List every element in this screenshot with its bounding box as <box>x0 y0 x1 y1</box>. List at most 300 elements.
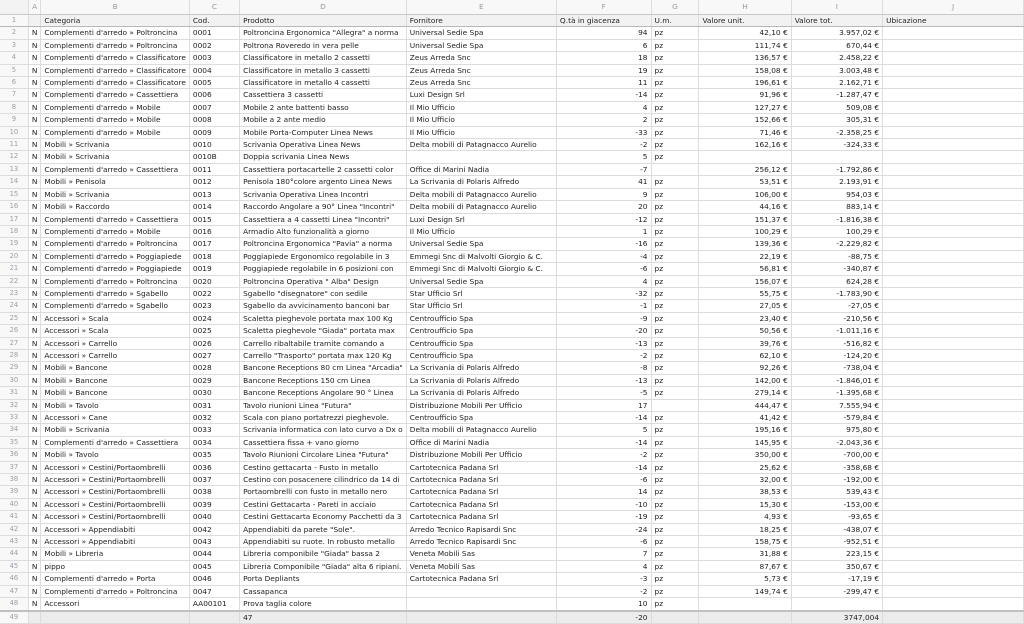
cell-categoria[interactable]: pippo <box>41 560 190 572</box>
cell-categoria[interactable]: Accessori » Cestini/Portaombrelli <box>41 461 190 473</box>
row-header[interactable]: 26 <box>0 325 28 337</box>
cell-total-j[interactable] <box>883 611 1024 624</box>
cell-cod[interactable]: 0032 <box>189 412 239 424</box>
cell-categoria[interactable]: Complementi d'arredo » Poltroncina <box>41 39 190 51</box>
cell-valore-tot[interactable]: -700,00 € <box>791 449 882 461</box>
cell-cod[interactable]: 0017 <box>189 238 239 250</box>
cell-cod[interactable]: 0003 <box>189 52 239 64</box>
cell-cod[interactable]: 0030 <box>189 387 239 399</box>
cell-quantita[interactable]: -2 <box>556 139 651 151</box>
cell-valore-tot[interactable]: -299,47 € <box>791 585 882 597</box>
cell-quantita[interactable]: -14 <box>556 461 651 473</box>
cell-fornitore[interactable]: Centroufficio Spa <box>406 349 556 361</box>
cell-valore-tot[interactable]: -579,84 € <box>791 412 882 424</box>
cell-ubicazione[interactable] <box>883 176 1024 188</box>
cell-cod[interactable]: 0026 <box>189 337 239 349</box>
cell-um[interactable]: pz <box>651 77 699 89</box>
row-header[interactable]: 30 <box>0 374 28 386</box>
cell-flag[interactable]: N <box>28 27 41 39</box>
cell-header-a[interactable] <box>28 15 41 27</box>
cell-valore-unit[interactable]: 158,75 € <box>699 536 791 548</box>
cell-quantita[interactable]: -6 <box>556 536 651 548</box>
row-header[interactable]: 43 <box>0 536 28 548</box>
cell-flag[interactable]: N <box>28 250 41 262</box>
cell-cod[interactable]: 0022 <box>189 287 239 299</box>
cell-flag[interactable]: N <box>28 560 41 572</box>
cell-cod[interactable]: 0020 <box>189 275 239 287</box>
column-header-h[interactable]: H <box>699 0 791 15</box>
cell-cod[interactable]: AA00101 <box>189 598 239 611</box>
cell-valore-unit[interactable]: 50,56 € <box>699 325 791 337</box>
cell-categoria[interactable]: Complementi d'arredo » Porta <box>41 573 190 585</box>
cell-categoria[interactable]: Mobili » Scrivania <box>41 151 190 163</box>
cell-quantita[interactable]: 94 <box>556 27 651 39</box>
row-header[interactable]: 22 <box>0 275 28 287</box>
cell-valore-tot[interactable]: 954,03 € <box>791 188 882 200</box>
cell-prodotto[interactable]: Cassapanca <box>240 585 407 597</box>
cell-fornitore[interactable]: Delta mobili di Patagnacco Aurelio <box>406 188 556 200</box>
cell-valore-tot[interactable]: 2.458,22 € <box>791 52 882 64</box>
cell-cod[interactable]: 0011 <box>189 163 239 175</box>
row-header[interactable]: 13 <box>0 163 28 175</box>
cell-valore-unit[interactable]: 152,66 € <box>699 114 791 126</box>
cell-flag[interactable]: N <box>28 399 41 411</box>
cell-cod[interactable]: 0040 <box>189 511 239 523</box>
cell-cod[interactable]: 0029 <box>189 374 239 386</box>
cell-valore-tot[interactable]: -2.358,25 € <box>791 126 882 138</box>
cell-um[interactable]: pz <box>651 325 699 337</box>
cell-um[interactable]: pz <box>651 449 699 461</box>
cell-fornitore[interactable]: Star Ufficio Srl <box>406 300 556 312</box>
cell-fornitore[interactable]: Universal Sedie Spa <box>406 238 556 250</box>
cell-quantita[interactable]: -33 <box>556 126 651 138</box>
cell-valore-unit[interactable]: 279,14 € <box>699 387 791 399</box>
cell-flag[interactable]: N <box>28 598 41 611</box>
row-header[interactable]: 34 <box>0 424 28 436</box>
cell-fornitore[interactable]: Il Mio Ufficio <box>406 114 556 126</box>
row-header[interactable]: 38 <box>0 474 28 486</box>
cell-ubicazione[interactable] <box>883 511 1024 523</box>
cell-valore-tot[interactable]: -324,33 € <box>791 139 882 151</box>
cell-header-prodotto[interactable]: Prodotto <box>240 15 407 27</box>
cell-categoria[interactable]: Accessori » Scala <box>41 325 190 337</box>
cell-flag[interactable]: N <box>28 585 41 597</box>
row-header[interactable]: 6 <box>0 77 28 89</box>
cell-ubicazione[interactable] <box>883 548 1024 560</box>
cell-cod[interactable]: 0044 <box>189 548 239 560</box>
cell-ubicazione[interactable] <box>883 387 1024 399</box>
cell-fornitore[interactable]: Emmegi Snc di Malvolti Giorgio & C. <box>406 263 556 275</box>
cell-categoria[interactable]: Accessori » Cane <box>41 412 190 424</box>
cell-prodotto[interactable]: Carrello "Trasporto" portata max 120 Kg <box>240 349 407 361</box>
cell-quantita[interactable]: -20 <box>556 325 651 337</box>
row-header[interactable]: 39 <box>0 486 28 498</box>
cell-valore-unit[interactable]: 27,05 € <box>699 300 791 312</box>
cell-prodotto[interactable]: Carrello ribaltabile tramite comando a <box>240 337 407 349</box>
row-header[interactable]: 8 <box>0 101 28 113</box>
cell-fornitore[interactable]: Veneta Mobili Sas <box>406 548 556 560</box>
cell-header-fornitore[interactable]: Fornitore <box>406 15 556 27</box>
cell-header-valore-tot[interactable]: Valore tot. <box>791 15 882 27</box>
cell-cod[interactable]: 0010 <box>189 139 239 151</box>
cell-flag[interactable]: N <box>28 424 41 436</box>
row-header[interactable]: 25 <box>0 312 28 324</box>
cell-quantita[interactable]: 10 <box>556 598 651 611</box>
cell-cod[interactable]: 0010B <box>189 151 239 163</box>
cell-cod[interactable]: 0015 <box>189 213 239 225</box>
cell-valore-tot[interactable]: -438,07 € <box>791 523 882 535</box>
cell-um[interactable]: pz <box>651 238 699 250</box>
cell-prodotto[interactable]: Bancone Receptions 150 cm Linea <box>240 374 407 386</box>
cell-ubicazione[interactable] <box>883 188 1024 200</box>
cell-um[interactable]: pz <box>651 436 699 448</box>
cell-um[interactable]: pz <box>651 560 699 572</box>
cell-categoria[interactable]: Accessori » Carrello <box>41 349 190 361</box>
cell-total-c[interactable] <box>189 611 239 624</box>
cell-quantita[interactable]: 20 <box>556 201 651 213</box>
cell-fornitore[interactable]: Arredo Tecnico Rapisardi Snc <box>406 536 556 548</box>
cell-fornitore[interactable]: Emmegi Snc di Malvolti Giorgio & C. <box>406 250 556 262</box>
cell-valore-tot[interactable]: 7.555,94 € <box>791 399 882 411</box>
cell-valore-unit[interactable]: 444,47 € <box>699 399 791 411</box>
cell-ubicazione[interactable] <box>883 374 1024 386</box>
cell-categoria[interactable]: Accessori <box>41 598 190 611</box>
cell-ubicazione[interactable] <box>883 263 1024 275</box>
cell-um[interactable]: pz <box>651 362 699 374</box>
cell-valore-tot[interactable]: -1.783,90 € <box>791 287 882 299</box>
cell-fornitore[interactable]: La Scrivania di Polaris Alfredo <box>406 176 556 188</box>
cell-valore-tot[interactable] <box>791 598 882 611</box>
column-header-b[interactable]: B <box>41 0 190 15</box>
cell-prodotto[interactable]: Penisola 180°colore argento Linea News <box>240 176 407 188</box>
cell-quantita[interactable]: 17 <box>556 399 651 411</box>
cell-prodotto[interactable]: Prova taglia colore <box>240 598 407 611</box>
cell-fornitore[interactable]: Cartotecnica Padana Srl <box>406 511 556 523</box>
cell-valore-unit[interactable]: 151,37 € <box>699 213 791 225</box>
cell-um[interactable]: pz <box>651 201 699 213</box>
cell-cod[interactable]: 0001 <box>189 27 239 39</box>
row-header[interactable]: 45 <box>0 560 28 572</box>
cell-ubicazione[interactable] <box>883 498 1024 510</box>
cell-flag[interactable]: N <box>28 225 41 237</box>
cell-valore-unit[interactable]: 15,30 € <box>699 498 791 510</box>
cell-fornitore[interactable]: Distribuzione Mobili Per Ufficio <box>406 399 556 411</box>
cell-categoria[interactable]: Mobili » Bancone <box>41 374 190 386</box>
cell-valore-unit[interactable]: 5,73 € <box>699 573 791 585</box>
cell-flag[interactable]: N <box>28 486 41 498</box>
cell-quantita[interactable]: 2 <box>556 114 651 126</box>
cell-quantita[interactable]: 5 <box>556 424 651 436</box>
cell-um[interactable]: pz <box>651 114 699 126</box>
cell-valore-tot[interactable]: 509,08 € <box>791 101 882 113</box>
cell-ubicazione[interactable] <box>883 89 1024 101</box>
row-header[interactable]: 28 <box>0 349 28 361</box>
cell-quantita[interactable]: -16 <box>556 238 651 250</box>
cell-categoria[interactable]: Accessori » Cestini/Portaombrelli <box>41 498 190 510</box>
cell-prodotto[interactable]: Tavolo Riunioni Circolare Linea "Futura" <box>240 449 407 461</box>
cell-um[interactable]: pz <box>651 188 699 200</box>
row-header[interactable]: 32 <box>0 399 28 411</box>
row-header[interactable]: 29 <box>0 362 28 374</box>
cell-categoria[interactable]: Mobili » Tavolo <box>41 449 190 461</box>
cell-categoria[interactable]: Complementi d'arredo » Mobile <box>41 225 190 237</box>
cell-quantita[interactable]: 7 <box>556 548 651 560</box>
cell-quantita[interactable]: 6 <box>556 39 651 51</box>
cell-valore-unit[interactable]: 4,93 € <box>699 511 791 523</box>
cell-prodotto[interactable]: Poltrona Roveredo in vera pelle <box>240 39 407 51</box>
cell-cod[interactable]: 0014 <box>189 201 239 213</box>
row-header[interactable]: 10 <box>0 126 28 138</box>
cell-ubicazione[interactable] <box>883 412 1024 424</box>
cell-prodotto[interactable]: Poltroncina Operativa " Alba" Design <box>240 275 407 287</box>
row-header[interactable]: 31 <box>0 387 28 399</box>
cell-fornitore[interactable]: Distribuzione Mobili Per Ufficio <box>406 449 556 461</box>
column-header-e[interactable]: E <box>406 0 556 15</box>
cell-categoria[interactable]: Complementi d'arredo » Poltroncina <box>41 238 190 250</box>
cell-ubicazione[interactable] <box>883 536 1024 548</box>
column-header-a[interactable]: A <box>28 0 41 15</box>
cell-total-e[interactable] <box>406 611 556 624</box>
cell-prodotto[interactable]: Cestino con posacenere cilindrico da 14 di <box>240 474 407 486</box>
cell-ubicazione[interactable] <box>883 523 1024 535</box>
cell-valore-tot[interactable]: -2.229,82 € <box>791 238 882 250</box>
cell-flag[interactable]: N <box>28 101 41 113</box>
cell-categoria[interactable]: Accessori » Cestini/Portaombrelli <box>41 511 190 523</box>
cell-prodotto[interactable]: Poltroncina Ergonomica "Allegra" a norma <box>240 27 407 39</box>
cell-total-a[interactable] <box>28 611 41 624</box>
cell-um[interactable]: pz <box>651 498 699 510</box>
cell-categoria[interactable]: Complementi d'arredo » Classificatore <box>41 64 190 76</box>
cell-ubicazione[interactable] <box>883 213 1024 225</box>
cell-um[interactable]: pz <box>651 511 699 523</box>
cell-cod[interactable]: 0004 <box>189 64 239 76</box>
cell-fornitore[interactable]: Office di Marini Nadia <box>406 163 556 175</box>
column-header-c[interactable]: C <box>189 0 239 15</box>
cell-um[interactable]: pz <box>651 89 699 101</box>
cell-fornitore[interactable]: Luxi Design Srl <box>406 89 556 101</box>
row-header[interactable]: 7 <box>0 89 28 101</box>
cell-ubicazione[interactable] <box>883 238 1024 250</box>
cell-prodotto[interactable]: Cestini Gettacarta Economy Pacchetti da 3 <box>240 511 407 523</box>
column-header-f[interactable]: F <box>556 0 651 15</box>
cell-categoria[interactable]: Complementi d'arredo » Classificatore <box>41 77 190 89</box>
cell-cod[interactable]: 0009 <box>189 126 239 138</box>
cell-valore-tot[interactable]: -358,68 € <box>791 461 882 473</box>
cell-um[interactable]: pz <box>651 312 699 324</box>
cell-cod[interactable]: 0031 <box>189 399 239 411</box>
row-header[interactable]: 42 <box>0 523 28 535</box>
cell-um[interactable] <box>651 399 699 411</box>
cell-valore-tot[interactable]: 624,28 € <box>791 275 882 287</box>
row-header[interactable]: 2 <box>0 27 28 39</box>
cell-ubicazione[interactable] <box>883 337 1024 349</box>
cell-um[interactable]: pz <box>651 64 699 76</box>
cell-valore-unit[interactable]: 44,16 € <box>699 201 791 213</box>
cell-valore-unit[interactable]: 145,95 € <box>699 436 791 448</box>
cell-flag[interactable]: N <box>28 176 41 188</box>
cell-fornitore[interactable]: Universal Sedie Spa <box>406 275 556 287</box>
row-header[interactable]: 37 <box>0 461 28 473</box>
cell-valore-unit[interactable]: 56,81 € <box>699 263 791 275</box>
cell-cod[interactable]: 0042 <box>189 523 239 535</box>
cell-prodotto[interactable]: Mobile 2 ante battenti basso <box>240 101 407 113</box>
cell-flag[interactable]: N <box>28 523 41 535</box>
cell-quantita[interactable]: 1 <box>556 225 651 237</box>
cell-categoria[interactable]: Complementi d'arredo » Mobile <box>41 114 190 126</box>
cell-fornitore[interactable]: La Scrivania di Polaris Alfredo <box>406 362 556 374</box>
cell-cod[interactable]: 0018 <box>189 250 239 262</box>
cell-flag[interactable]: N <box>28 188 41 200</box>
cell-prodotto[interactable]: Appendiabiti su ruote. In robusto metallo <box>240 536 407 548</box>
cell-um[interactable]: pz <box>651 225 699 237</box>
row-header[interactable]: 49 <box>0 611 28 624</box>
cell-valore-tot[interactable]: -516,82 € <box>791 337 882 349</box>
cell-valore-tot[interactable]: -1.287,47 € <box>791 89 882 101</box>
cell-flag[interactable]: N <box>28 287 41 299</box>
cell-categoria[interactable]: Complementi d'arredo » Sgabello <box>41 300 190 312</box>
cell-valore-unit[interactable]: 139,36 € <box>699 238 791 250</box>
cell-fornitore[interactable]: Zeus Arreda Snc <box>406 77 556 89</box>
cell-categoria[interactable]: Complementi d'arredo » Cassettiera <box>41 436 190 448</box>
cell-prodotto[interactable]: Cassettiera 3 cassetti <box>240 89 407 101</box>
cell-prodotto[interactable]: Porta Depliants <box>240 573 407 585</box>
cell-prodotto[interactable]: Poggiapiede regolabile in 6 posizioni con <box>240 263 407 275</box>
cell-flag[interactable]: N <box>28 436 41 448</box>
cell-categoria[interactable]: Complementi d'arredo » Poltroncina <box>41 585 190 597</box>
cell-um[interactable]: pz <box>651 176 699 188</box>
cell-prodotto[interactable]: Mobile a 2 ante medio <box>240 114 407 126</box>
cell-fornitore[interactable] <box>406 151 556 163</box>
cell-um[interactable]: pz <box>651 151 699 163</box>
row-header[interactable]: 27 <box>0 337 28 349</box>
cell-valore-tot[interactable]: -1.395,68 € <box>791 387 882 399</box>
cell-fornitore[interactable]: Cartotecnica Padana Srl <box>406 498 556 510</box>
cell-flag[interactable]: N <box>28 300 41 312</box>
row-header[interactable]: 4 <box>0 52 28 64</box>
cell-fornitore[interactable]: Delta mobili di Patagnacco Aurelio <box>406 424 556 436</box>
cell-prodotto[interactable]: Scala con piano portatrezzi pieghevole. <box>240 412 407 424</box>
cell-valore-tot[interactable]: -27,05 € <box>791 300 882 312</box>
cell-um[interactable]: pz <box>651 461 699 473</box>
cell-ubicazione[interactable] <box>883 126 1024 138</box>
cell-quantita[interactable]: -10 <box>556 498 651 510</box>
cell-valore-unit[interactable]: 42,10 € <box>699 27 791 39</box>
row-header[interactable]: 33 <box>0 412 28 424</box>
cell-fornitore[interactable]: Il Mio Ufficio <box>406 225 556 237</box>
cell-fornitore[interactable]: Arredo Tecnico Rapisardi Snc <box>406 523 556 535</box>
cell-categoria[interactable]: Complementi d'arredo » Cassettiera <box>41 163 190 175</box>
cell-flag[interactable]: N <box>28 312 41 324</box>
cell-ubicazione[interactable] <box>883 101 1024 113</box>
cell-valore-unit[interactable]: 31,88 € <box>699 548 791 560</box>
cell-quantita[interactable]: 19 <box>556 64 651 76</box>
row-header[interactable]: 16 <box>0 201 28 213</box>
cell-categoria[interactable]: Mobili » Scrivania <box>41 139 190 151</box>
cell-total-h[interactable] <box>699 611 791 624</box>
cell-fornitore[interactable]: Centroufficio Spa <box>406 312 556 324</box>
cell-um[interactable]: pz <box>651 250 699 262</box>
cell-um[interactable]: pz <box>651 486 699 498</box>
cell-um[interactable]: pz <box>651 585 699 597</box>
cell-quantita[interactable]: -6 <box>556 263 651 275</box>
cell-categoria[interactable]: Mobili » Tavolo <box>41 399 190 411</box>
cell-flag[interactable]: N <box>28 474 41 486</box>
cell-ubicazione[interactable] <box>883 287 1024 299</box>
cell-fornitore[interactable]: Zeus Arreda Snc <box>406 64 556 76</box>
cell-fornitore[interactable]: Cartotecnica Padana Srl <box>406 486 556 498</box>
row-header[interactable]: 12 <box>0 151 28 163</box>
cell-cod[interactable]: 0039 <box>189 498 239 510</box>
cell-valore-unit[interactable]: 158,08 € <box>699 64 791 76</box>
cell-ubicazione[interactable] <box>883 449 1024 461</box>
cell-valore-unit[interactable]: 91,96 € <box>699 89 791 101</box>
cell-quantita[interactable]: -6 <box>556 474 651 486</box>
cell-valore-tot[interactable]: -1.846,01 € <box>791 374 882 386</box>
cell-valore-tot[interactable]: -93,65 € <box>791 511 882 523</box>
cell-fornitore[interactable]: Cartotecnica Padana Srl <box>406 573 556 585</box>
cell-fornitore[interactable]: Office di Marini Nadia <box>406 436 556 448</box>
cell-quantita[interactable]: 14 <box>556 486 651 498</box>
cell-valore-unit[interactable]: 127,27 € <box>699 101 791 113</box>
cell-prodotto[interactable]: Cassettiera fissa + vano giorno <box>240 436 407 448</box>
cell-quantita[interactable]: -7 <box>556 163 651 175</box>
cell-ubicazione[interactable] <box>883 573 1024 585</box>
cell-quantita[interactable]: -13 <box>556 337 651 349</box>
cell-ubicazione[interactable] <box>883 139 1024 151</box>
cell-flag[interactable]: N <box>28 89 41 101</box>
cell-um[interactable]: pz <box>651 213 699 225</box>
cell-um[interactable]: pz <box>651 349 699 361</box>
cell-ubicazione[interactable] <box>883 436 1024 448</box>
cell-prodotto[interactable]: Sgabello "disegnatore" con sedile <box>240 287 407 299</box>
cell-um[interactable]: pz <box>651 101 699 113</box>
cell-valore-tot[interactable]: -952,51 € <box>791 536 882 548</box>
cell-um[interactable]: pz <box>651 573 699 585</box>
cell-valore-unit[interactable]: 149,74 € <box>699 585 791 597</box>
cell-um[interactable]: pz <box>651 598 699 611</box>
cell-flag[interactable]: N <box>28 412 41 424</box>
cell-categoria[interactable]: Accessori » Appendiabiti <box>41 523 190 535</box>
cell-quantita[interactable]: 18 <box>556 52 651 64</box>
cell-fornitore[interactable]: Cartotecnica Padana Srl <box>406 474 556 486</box>
cell-ubicazione[interactable] <box>883 349 1024 361</box>
cell-flag[interactable]: N <box>28 201 41 213</box>
cell-valore-unit[interactable]: 195,16 € <box>699 424 791 436</box>
cell-prodotto[interactable]: Scrivania Operativa Linea News <box>240 139 407 151</box>
cell-fornitore[interactable] <box>406 598 556 611</box>
cell-valore-unit[interactable]: 196,61 € <box>699 77 791 89</box>
column-header-i[interactable]: I <box>791 0 882 15</box>
cell-cod[interactable]: 0005 <box>189 77 239 89</box>
cell-prodotto[interactable]: Scrivania informatica con lato curvo a Dx o <box>240 424 407 436</box>
cell-flag[interactable]: N <box>28 163 41 175</box>
cell-ubicazione[interactable] <box>883 560 1024 572</box>
cell-prodotto[interactable]: Armadio Alto funzionalità a giorno <box>240 225 407 237</box>
cell-flag[interactable]: N <box>28 64 41 76</box>
cell-prodotto[interactable]: Classificatore in metallo 4 cassetti <box>240 77 407 89</box>
cell-quantita[interactable]: 11 <box>556 77 651 89</box>
row-header[interactable]: 44 <box>0 548 28 560</box>
cell-quantita[interactable]: -14 <box>556 412 651 424</box>
cell-cod[interactable]: 0047 <box>189 585 239 597</box>
cell-fornitore[interactable]: La Scrivania di Polaris Alfredo <box>406 374 556 386</box>
cell-categoria[interactable]: Mobili » Penisola <box>41 176 190 188</box>
cell-prodotto[interactable]: Mobile Porta-Computer Linea News <box>240 126 407 138</box>
row-header[interactable]: 5 <box>0 64 28 76</box>
cell-categoria[interactable]: Complementi d'arredo » Poltroncina <box>41 27 190 39</box>
cell-fornitore[interactable]: Il Mio Ufficio <box>406 126 556 138</box>
cell-quantita[interactable]: -19 <box>556 511 651 523</box>
